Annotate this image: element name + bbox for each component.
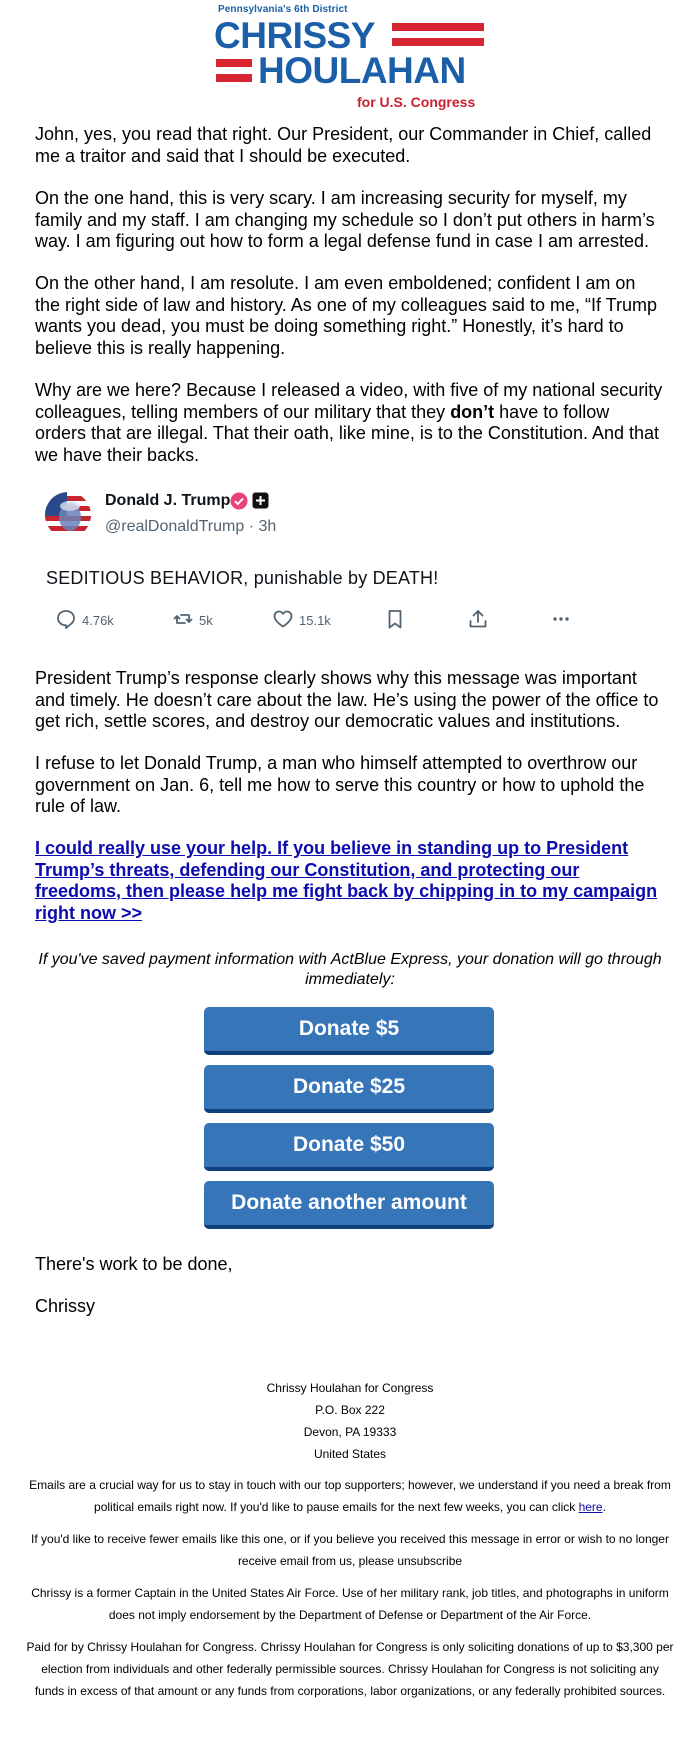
emphasis-text: don’t (450, 401, 495, 422)
reply-action[interactable] (55, 608, 114, 632)
repost-count: 5k (199, 612, 213, 628)
share-icon (467, 608, 494, 633)
more-action[interactable] (550, 608, 577, 632)
repost-action[interactable] (172, 608, 213, 632)
logo-stripe (216, 74, 252, 82)
tweet-text: SEDITIOUS BEHAVIOR, punishable by DEATH! (46, 568, 439, 588)
footer-country: United States (313, 1447, 387, 1461)
pause-text: Emails are a crucial way for us to stay in touch with our top supporters; however, we understand if you need a break from political emails right now. If you'd like to pause emails for the next few weeks, you can click (29, 1478, 671, 1514)
bookmark-icon (384, 608, 411, 633)
like-icon (272, 608, 299, 633)
actblue-note: If you've saved payment information with ActBlue Express, your donation will go through immediately: (38, 951, 662, 988)
logo-district: Pennsylvania's 6th District (218, 4, 348, 15)
more-icon (550, 608, 577, 633)
body-paragraph: John, yes, you read that right. Our President, our Commander in Chief, called me a traitor and said that I should be executed. (35, 124, 652, 166)
donate-cta-link[interactable]: I could really use your help. If you believe in standing up to President Trump’s threats, defending our Constitution, and protecting our freedoms, then please help me fight back by chipping in to my campaign right now >> (35, 838, 658, 923)
footer-unsubscribe-text[interactable]: If you'd like to receive fewer emails like this one, or if you believe you received this message in error or wish to no longer receive email from us, please unsubscribe (31, 1532, 669, 1568)
like-action[interactable] (272, 608, 331, 632)
verified-badge-icon (230, 492, 248, 510)
reply-icon (55, 608, 82, 633)
footer-military-disclaimer: Chrissy is a former Captain in the United States Air Force. Use of her military rank, job titles, and photographs in uniform does not imply endorsement by the Department of Defense or Department of the Air Force. (31, 1586, 669, 1622)
body-paragraph: I refuse to let Donald Trump, a man who himself attempted to overthrow our government on Jan. 6, tell me how to serve this country or how to uphold the rule of law. (35, 753, 645, 816)
body-paragraph: On the one hand, this is very scary. I am increasing security for myself, my family and my staff. I am changing my schedule so I don’t put others in harm’s way. I am figuring out how to form a legal defense fund in case I am arrested. (35, 188, 655, 251)
donate-25-button[interactable]: Donate $25 (204, 1065, 494, 1113)
donate-50-button[interactable]: Donate $50 (204, 1123, 494, 1171)
donate-5-button[interactable]: Donate $5 (204, 1007, 494, 1055)
logo-stripe (216, 59, 252, 67)
footer-pause-text: Emails are a crucial way for us to stay in touch with our top supporters; however, we understand if you need a break from political emails right now. If you'd like to pause emails for the next few weeks, you can click here. (29, 1478, 671, 1514)
campaign-logo (214, 4, 488, 110)
footer-city: Devon, PA 19333 (303, 1425, 397, 1439)
footer-po-box: P.O. Box 222 (315, 1403, 385, 1417)
embedded-tweet[interactable] (35, 480, 665, 660)
share-action[interactable] (467, 608, 494, 632)
body-paragraph (35, 380, 665, 466)
donate-other-amount-button[interactable]: Donate another amount (204, 1181, 494, 1229)
footer-address (25, 1377, 675, 1465)
logo-last-name: HOULAHAN (258, 50, 466, 91)
affiliate-badge-icon (252, 492, 269, 509)
bookmark-action[interactable] (384, 608, 411, 632)
footer-paid-for-disclaimer: Paid for by Chrissy Houlahan for Congress. Chrissy Houlahan for Congress is only soliciting donations of up to $3,300 per election from individuals and other federally permissible sources. Chrissy Houlahan for Congress is not soliciting any funds in excess of that amount or any funds from corporations, labor organizations, or any federally prohibited sources. (26, 1640, 674, 1698)
closing-line: There's work to be done, (35, 1254, 233, 1274)
avatar[interactable] (45, 492, 91, 538)
repost-icon (172, 608, 199, 633)
paragraph-text: have to follow orders that are illegal. That their oath, like mine, is to the Constitution. And that we have their backs. (35, 401, 660, 465)
tweet-handle[interactable]: @realDonaldTrump · 3h (105, 518, 277, 535)
logo-first-name: CHRISSY (214, 15, 375, 56)
body-paragraph: On the other hand, I am resolute. I am even emboldened; confident I am on the right side of law and history. As one of my colleagues said to me, “If Trump wants you dead, you must be doing something right.” Honestly, it’s hard to believe this is really happening. (35, 273, 657, 358)
logo-stripe (392, 23, 484, 31)
logo-tagline: for U.S. Congress (357, 94, 476, 110)
footer-org: Chrissy Houlahan for Congress (266, 1381, 434, 1395)
tweet-actions (35, 608, 665, 636)
logo-stripe (392, 38, 484, 46)
body-paragraph: President Trump’s response clearly shows why this message was important and timely. He doesn’t care about the law. He’s using the power of the office to get rich, settle scores, and destroy our democratic values and institutions. (35, 668, 659, 731)
reply-count: 4.76k (82, 612, 114, 628)
paragraph-text: Why are we here? Because I released a video, with five of my national security colleagues, telling members of our military that they (35, 380, 663, 422)
signature: Chrissy (35, 1296, 96, 1316)
like-count: 15.1k (299, 612, 331, 628)
pause-emails-link[interactable]: here (578, 1500, 603, 1514)
tweet-author-name[interactable]: Donald J. Trump (105, 492, 231, 509)
